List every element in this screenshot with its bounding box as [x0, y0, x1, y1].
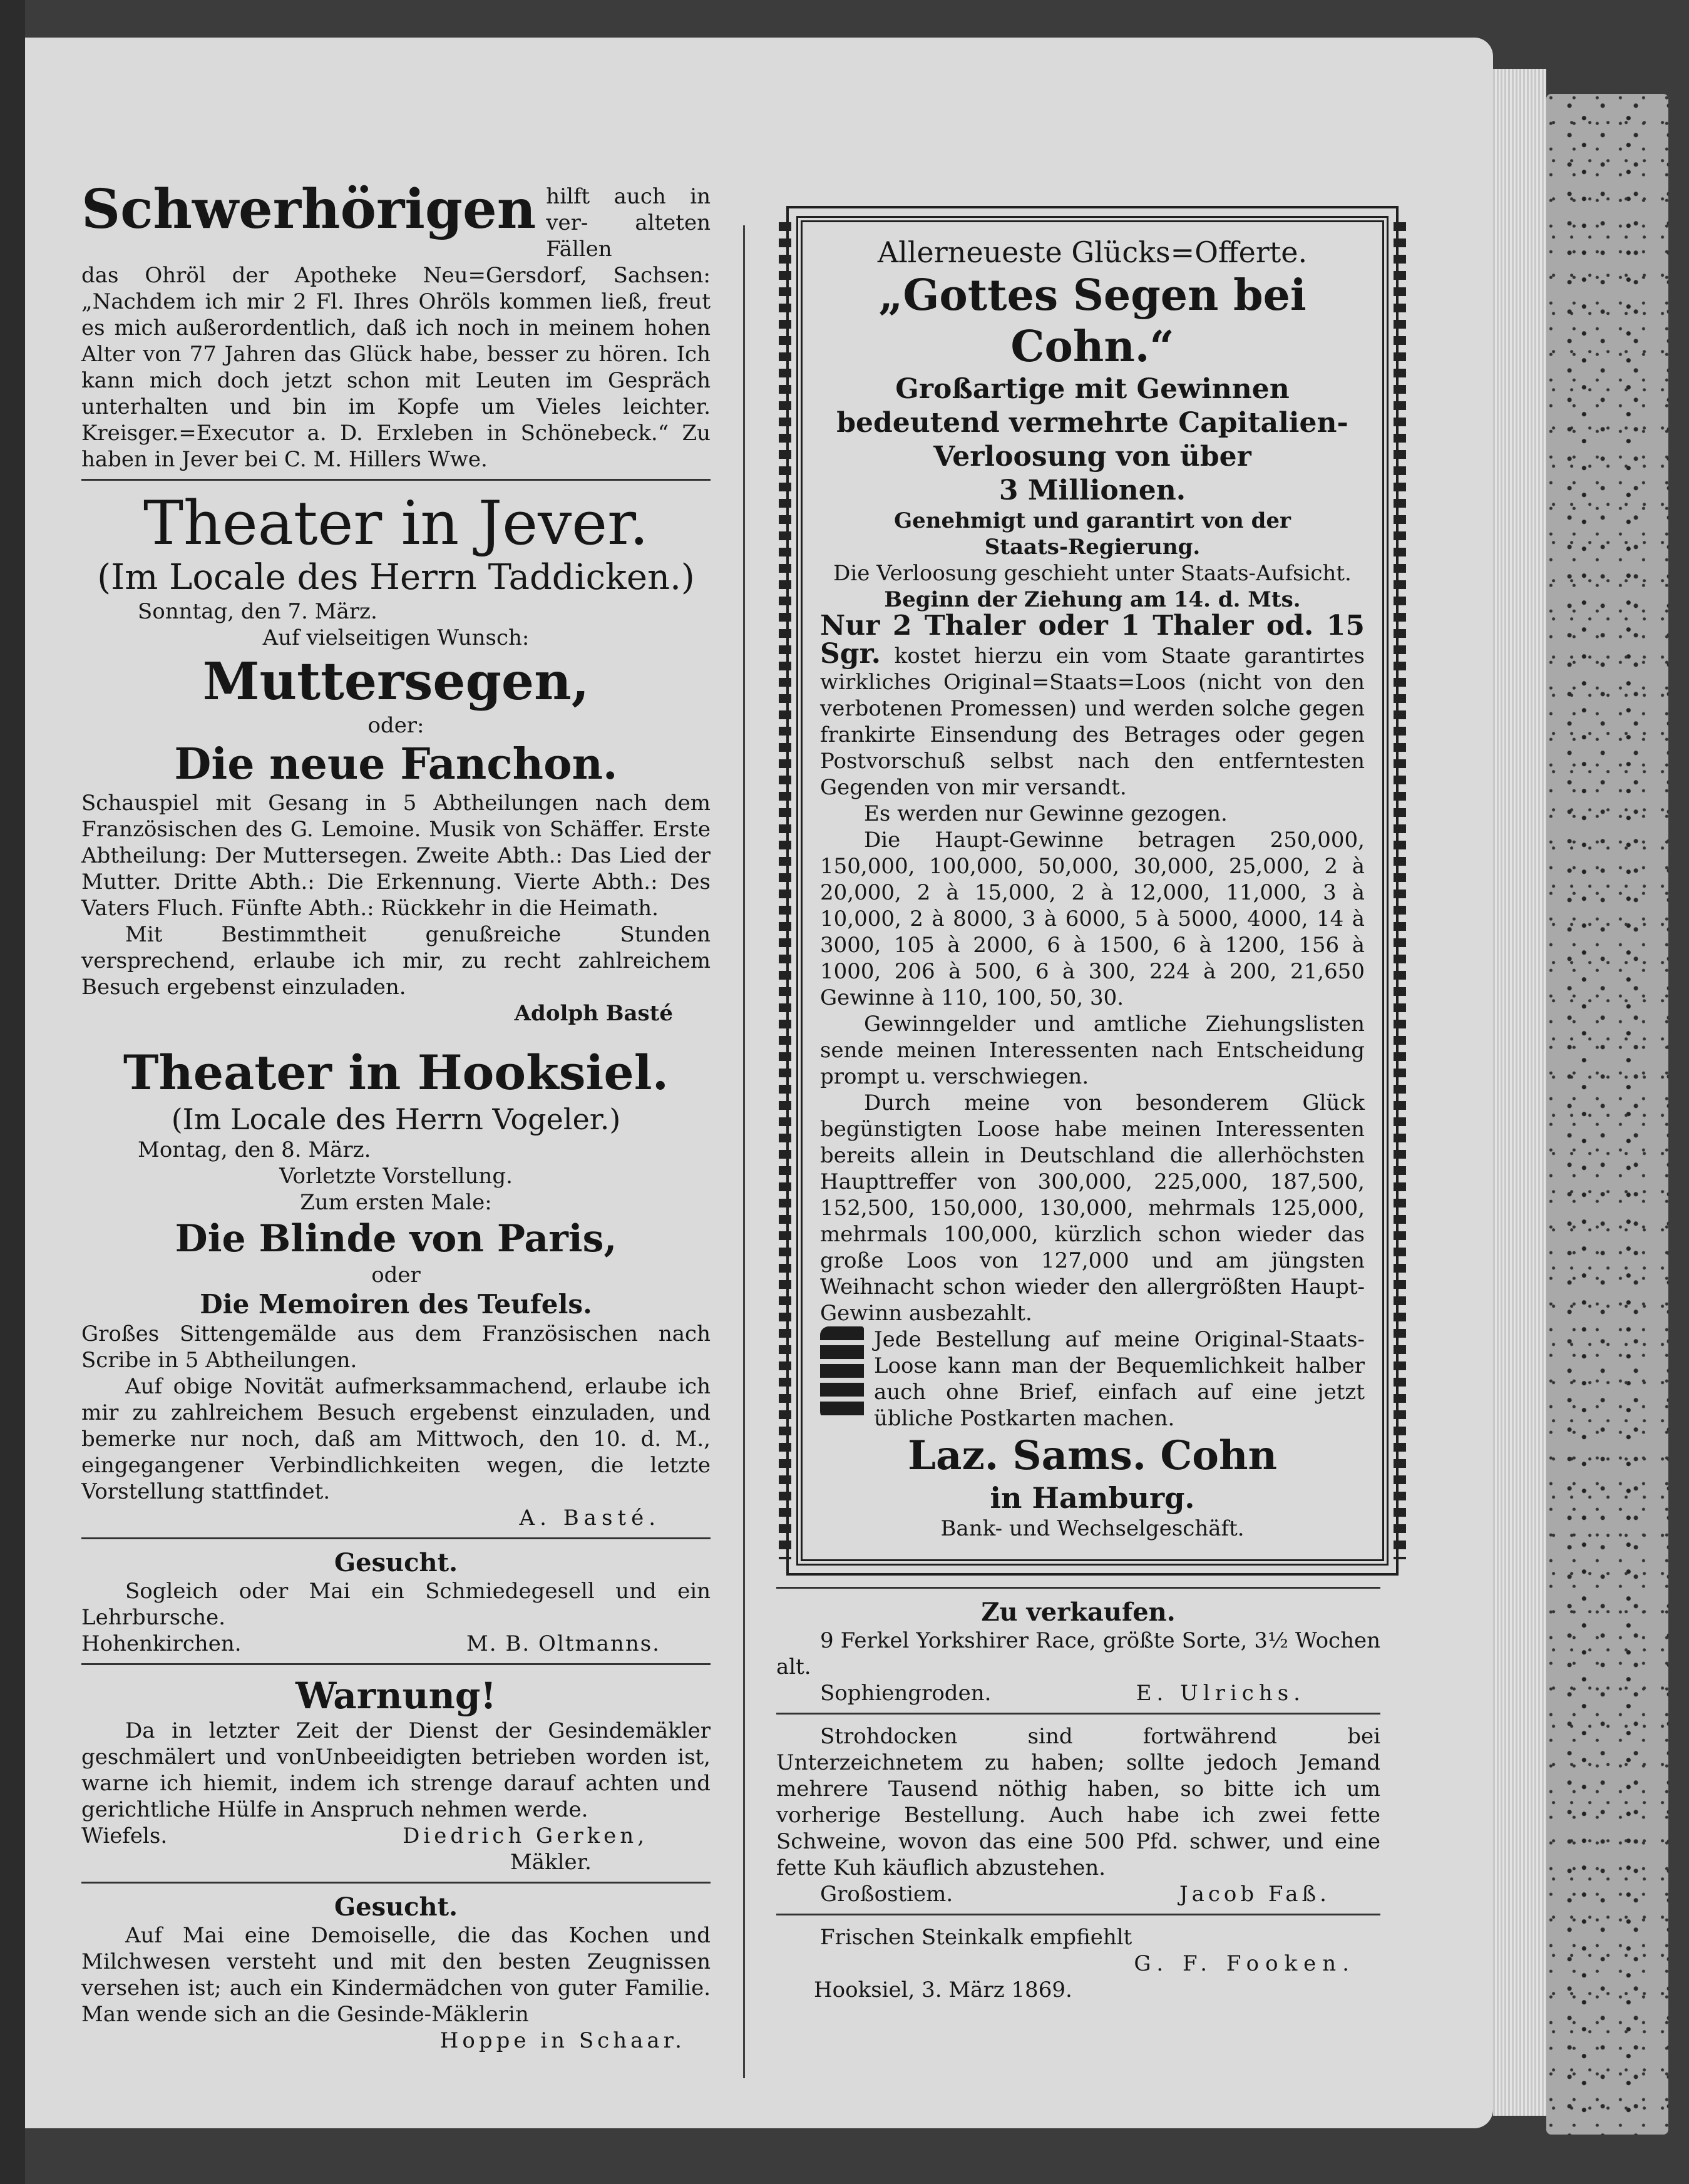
divider: [81, 1663, 711, 1665]
ad-invitation: Mit Bestimmtheit genußreiche Stunden versprechend, erlaube ich mir, zu recht zahlreichem Besuch ergebenst einzuladen.: [81, 922, 711, 1000]
divider: [776, 1914, 1380, 1915]
ad-name: Jacob Faß.: [1179, 1882, 1330, 1907]
ornamental-border-left: [779, 222, 791, 1559]
ad-request: Auf vielseitigen Wunsch:: [262, 625, 530, 650]
ad-line: Vorletzte Vorstellung.: [279, 1164, 513, 1189]
ad-line: Zum ersten Male:: [300, 1190, 492, 1215]
ad-paragraph: Gewinngelder und amtliche Ziehungslisten sende meinen Interessenten nach Entscheidung prompt u. verschwiegen.: [820, 1012, 1365, 1089]
pointing-hand-icon: [820, 1326, 864, 1420]
ad-body: Frischen Steinkalk empfiehlt: [820, 1925, 1132, 1950]
ad-headline-amount: 3 Millionen.: [999, 474, 1186, 506]
ad-price-emphasis: Nur 2 Thaler oder 1 Thaler od. 15 Sgr.: [820, 610, 1365, 670]
ad-headline: Großartige mit Gewinnen bedeutend vermehrte Capitalien-Verloosung von über: [836, 373, 1348, 473]
ad-steinkalk: [776, 1924, 1380, 2003]
ad-place: Wiefels.: [81, 1823, 168, 1848]
ad-body: Auf Mai eine Demoiselle, die das Kochen und Milchwesen versteht und mit den besten Zeugnissen versehen ist; auch ein Kindermädchen von guter Familie. Man wende sich an die Gesinde-Mäklerin: [81, 1923, 711, 2027]
ad-theater-hooksiel: [81, 1044, 711, 1531]
ad-date: Montag, den 8. März.: [138, 1137, 371, 1162]
ad-schwerhoerigen: [81, 178, 711, 473]
ad-place: Hohenkirchen.: [81, 1631, 242, 1656]
ad-signature-line: [776, 1680, 1380, 1706]
divider: [81, 1537, 711, 1539]
ad-play-subtitle: Die Memoiren des Teufels.: [200, 1289, 592, 1320]
divider: [776, 1713, 1380, 1715]
ad-headline: Schwerhörigen: [81, 178, 536, 241]
ad-title: „Gottes Segen bei Cohn.“: [878, 270, 1307, 372]
ad-body: Strohdocken sind fortwährend bei Unterzeichnetem zu haben; sollte jedoch Jemand mehrere Tausend nöthig haben, so bitte ich um vorherige Bestellung. Auch habe ich zwei fette Schweine, wovon das eine 500 Pfd. schwer, und eine fette Kuh käuflich abzustehen.: [776, 1724, 1380, 1880]
ad-venue: (Im Locale des Herrn Vogeler.): [171, 1102, 621, 1136]
scan-left-strip: [0, 0, 25, 2184]
ad-approval: Genehmigt und garantirt von der Staats-Regierung.: [894, 508, 1291, 560]
column-divider: [743, 225, 745, 2078]
ad-description: Schauspiel mit Gesang in 5 Abtheilungen nach dem Französischen des G. Lemoine. Musik von Schäffer. Erste Abtheilung: Der Muttersegen. Zweite Abth.: Das Lied der Mutter. Dritte Abth.: Die Erkennung. Vierte Abth.: Des Vaters Fluch. Fünfte Abth.: Rückkehr in die Heimath.: [81, 791, 711, 921]
divider: [81, 479, 711, 481]
ad-name: Hoppe in Schaar.: [439, 2028, 685, 2053]
ad-signature-line: [81, 1631, 711, 1657]
ad-body: Auf obige Novität aufmerksammachend, erlaube ich mir zu zahlreichem Besuch ergebenst einzuladen, und bemerke nur noch, daß am Mittwoch, den 10. d. M., eingegangener Verbindlichkeiten wegen, die letzte Vorstellung stattfindet.: [81, 1374, 711, 1504]
ad-play-title: Muttersegen,: [202, 652, 590, 712]
ad-title: Theater in Jever.: [143, 488, 649, 558]
ad-paragraph-text: Jede Bestellung auf meine Original-Staats-Loose kann man der Bequemlichkeit halber auch ohne Brief, einfach auf eine jetzt übliche Postkarten machen.: [874, 1327, 1365, 1431]
ad-body: Sogleich oder Mai ein Schmiedegesell und ein Lehrbursche.: [81, 1579, 711, 1630]
ad-line: Die Verloosung geschieht unter Staats-Aufsicht.: [833, 561, 1352, 586]
ad-signature-line: [81, 1823, 711, 1849]
ad-dateline: Hooksiel, 3. März 1869.: [814, 1977, 1072, 2002]
ad-body: das Ohröl der Apotheke Neu=Gersdorf, Sachsen: „Nachdem ich mir 2 Fl. Ihres Ohröls kommen ließ, freut es mich außerordentlich, daß ich noch in meinem hohen Alter von 77 Jahren das Glück habe, besser zu hören. Ich kann mich doch jetzt schon mit Leuten im Gespräch unterhalten und bin im Kopfe um Vieles leichter. Kreisger.=Executor a. D. Erxleben in Schönebeck.“ Zu haben in Jever bei C. M. Hillers Wwe.: [81, 263, 711, 472]
ad-zu-verkaufen: [776, 1597, 1380, 1706]
ad-description: Großes Sittengemälde aus dem Französischen nach Scribe in 5 Abtheilungen.: [81, 1321, 711, 1373]
ad-play-title: Die Blinde von Paris,: [175, 1217, 617, 1261]
ad-name: Diedrich Gerken,: [403, 1823, 648, 1848]
ad-kicker: Allerneueste Glücks=Offerte.: [877, 235, 1308, 269]
ad-city: in Hamburg.: [990, 1481, 1195, 1515]
ad-or: oder:: [367, 713, 424, 738]
ad-strohdocken: [776, 1723, 1380, 1907]
ad-title: Gesucht.: [334, 1892, 458, 1922]
ad-gesucht-1: [81, 1548, 711, 1657]
ad-paragraph: [820, 1326, 1365, 1432]
ad-business: Bank- und Wechselgeschäft.: [940, 1516, 1245, 1541]
ad-name: Laz. Sams. Cohn: [907, 1432, 1278, 1479]
ad-date: Sonntag, den 7. März.: [138, 599, 377, 624]
ad-body: Da in letzter Zeit der Dienst der Gesindemäkler geschmälert und vonUnbeeidigten betrieben worden ist, warne ich hiemit, indem ich strenge darauf achten und gerichtliche Hülfe in Anspruch nehmen werde.: [81, 1718, 711, 1822]
ad-prize-list: Die Haupt-Gewinne betragen 250,000, 150,000, 100,000, 50,000, 30,000, 25,000, 2 à 20,000, 2 à 15,000, 2 à 12,000, 11,000, 3 à 10,000, 2 à 8000, 3 à 6000, 5 à 5000, 4000, 14 à 3000, 105 à 2000, 6 à 1500, 6 à 1200, 156 à 1000, 206 à 500, 6 à 300, 224 à 200, 21,650 Gewinne à 110, 100, 50, 30.: [820, 828, 1365, 1010]
book-cover: [1546, 94, 1668, 2135]
ad-signature-line: [776, 1881, 1380, 1907]
ad-title: Gesucht.: [334, 1548, 458, 1577]
ad-gesucht-2: [81, 1892, 711, 2054]
divider: [776, 1587, 1380, 1589]
ad-role: Mäkler.: [510, 1850, 592, 1875]
ad-price: [820, 610, 1365, 801]
ad-line: Beginn der Ziehung am 14. d. Mts.: [884, 587, 1301, 612]
ad-signature: A. Basté.: [519, 1505, 660, 1530]
ad-title: Theater in Hooksiel.: [123, 1045, 669, 1100]
ad-paragraph: Durch meine von besonderem Glück begünstigten Loose habe meinen Interessenten bereits allein in Deutschland die allerhöchsten Haupttreffer von 300,000, 225,000, 187,500, 152,500, 150,000, 130,000, mehrmals 125,000, mehrmals 100,000, kürzlich schon wieder das große Loos von 127,000 und am jüngsten Weihnacht schon wieder den allergrößten Haupt-Gewinn ausbezahlt.: [820, 1090, 1365, 1326]
newspaper-page: [25, 38, 1493, 2128]
left-column: [81, 178, 711, 2054]
ornamental-border-right: [1394, 222, 1406, 1559]
ad-body: 9 Ferkel Yorkshirer Race, größte Sorte, 3½ Wochen alt.: [776, 1628, 1380, 1679]
ad-title: Zu verkaufen.: [981, 1597, 1176, 1627]
ad-play-subtitle: Die neue Fanchon.: [174, 739, 618, 789]
ad-signature: Adolph Basté: [514, 1001, 673, 1026]
ad-venue: (Im Locale des Herrn Taddicken.): [97, 557, 695, 598]
ad-theater-jever: [81, 490, 711, 1027]
divider: [81, 1882, 711, 1884]
ad-price-rest: kostet hierzu ein vom Staate garantirtes wirkliches Original=Staats=Loos (nicht von den verbotenen Promessen) und werden solche gegen frankirte Einsendung des Betrages oder gegen Postvorschuß selbst nach den entferntesten Gegenden von mir versandt.: [820, 643, 1365, 800]
ad-name: G. F. Fooken.: [1134, 1951, 1355, 1976]
ad-or: oder: [371, 1263, 421, 1288]
page-edges: [1493, 69, 1546, 2116]
ad-place: Großostiem.: [820, 1882, 953, 1907]
ad-name: E. Ulrichs.: [1136, 1681, 1305, 1706]
right-column: [776, 178, 1380, 2003]
ad-name: M. B. Oltmanns.: [466, 1631, 660, 1656]
ad-warnung: [81, 1674, 711, 1875]
ad-place: Sophiengroden.: [820, 1681, 992, 1706]
ad-title: Warnung!: [295, 1674, 496, 1717]
ad-lottery-cohn: [796, 216, 1389, 1566]
ad-line: Es werden nur Gewinne gezogen.: [864, 801, 1228, 826]
ad-headline-rest: hilft auch in ver- alteten Fällen: [546, 184, 711, 262]
